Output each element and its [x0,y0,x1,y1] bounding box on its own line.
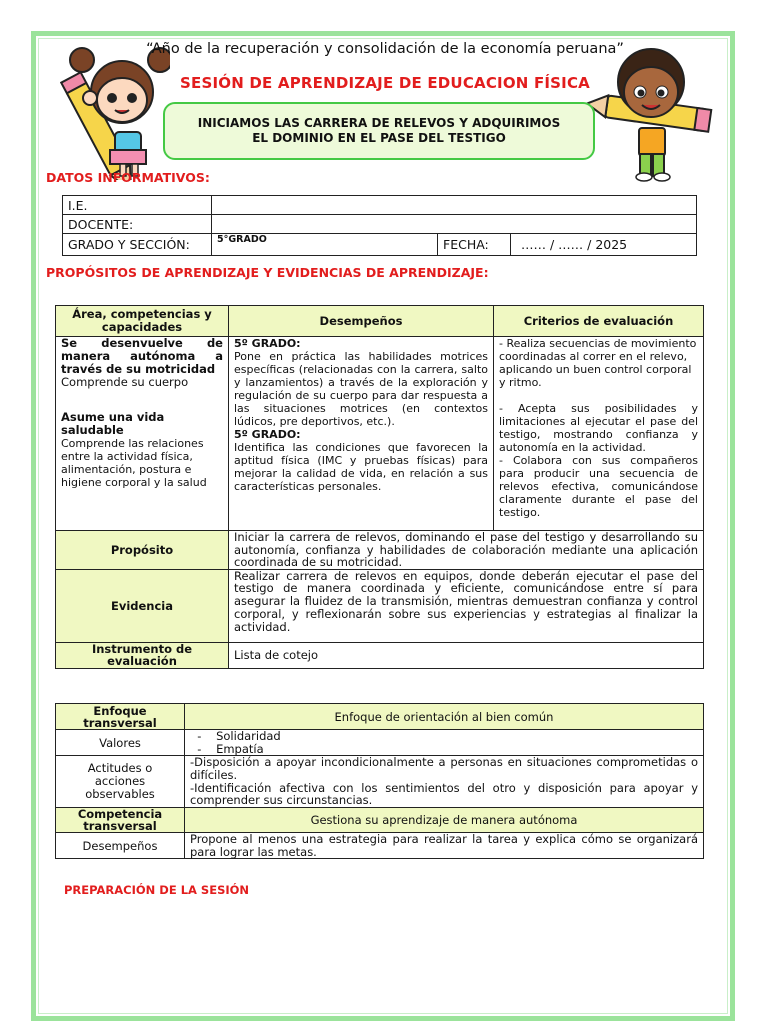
actitudes-label: Actitudes o acciones observables [56,756,185,808]
enfoque-table [55,703,704,859]
banner-line-1: INICIAMOS LAS CARRERA DE RELEVOS Y ADQUIRIMOS [197,116,561,130]
grado-value: 5°GRADO [212,234,438,256]
area-cell [56,337,229,531]
datos-heading: DATOS INFORMATIVOS: [46,170,210,185]
ie-value [212,196,697,215]
competencia-value: Gestiona su aprendizaje de manera autónoma [185,808,704,833]
proposito-text: Iniciar la carrera de relevos, dominando el pase del testigo y desarrollando su autonomía, confianza y habilidades de colaboración mediante una aplicación coordinada de su motricidad. [229,531,704,570]
competence-1-capacity: Comprende su cuerpo [61,375,189,389]
actitud-1: -Disposición a apoyar incondicionalmente a personas en situaciones comprometidas o difíciles. [190,755,698,782]
desempeno-2-grade: 5º GRADO: [234,428,301,441]
instrumento-label: Instrumento de evaluación [56,642,229,668]
desempenos-value: Propone al menos una estrategia para realizar la tarea y explica cómo se organizará para lograr las metas. [185,833,704,859]
valores-label: Valores [56,730,185,756]
valor-item: - Empatía [190,741,264,756]
competencia-label: Competencia transversal [56,808,185,833]
competence-1-title: Se desenvuelve de manera autónoma a través de su motricidad [61,336,223,376]
col-desempenos-header: Desempeños [229,306,494,337]
competence-2-title: Asume una vida saludable [61,410,165,437]
criterios-cell [494,337,704,531]
docente-label: DOCENTE: [63,215,212,234]
desempeno-2-text: Identifica las condiciones que favorecen la aptitud física (IMC y pruebas físicas) para mejorar la calidad de vida, en relación a sus características personales. [234,441,488,493]
competence-2-capacity: Comprende las relaciones entre la actividad física, alimentación, postura e higiene corporal y la salud [61,437,207,489]
valor-item: - Solidaridad [190,729,281,743]
actitudes-cell [185,756,704,808]
desempeno-1-text: Pone en práctica las habilidades motrices específicas (relacionadas con la carrera, salto y lanzamientos) a través de la exploración y regulación de su cuerpo para dar respuesta a las situaciones motrices (en contextos lúdicos, pre deportivos, etc.). [234,350,488,428]
ie-label: I.E. [63,196,212,215]
actitud-2: -Identificación afectiva con los sentimientos del otro y disposición para apoyar y comprender sus circunstancias. [190,780,698,808]
proposito-label: Propósito [56,531,229,570]
desempenos-cell [229,337,494,531]
session-title-banner [163,102,595,160]
instrumento-text: Lista de cotejo [229,642,704,668]
propositos-table [55,305,704,669]
valores-list [185,730,704,756]
col-area-header: Área, competencias y capacidades [56,306,229,337]
criterio-1: - Realiza secuencias de movimiento coordinadas al correr en el relevo, aplicando un buen control corporal y ritmo. [499,337,697,389]
valor-empatia: Empatía [216,741,264,756]
criterio-2: - Acepta sus posibilidades y limitaciones al ejecutar el pase del testigo, mostrando confianza y autonomía en la actividad. [499,402,698,454]
propositos-heading: PROPÓSITOS DE APRENDIZAJE Y EVIDENCIAS DE APRENDIZAJE: [46,265,489,280]
datos-table [62,195,697,256]
col-criterios-header: Criterios de evaluación [494,306,704,337]
criterio-3: - Colabora con sus compañeros para producir una secuencia de relevos efectiva, comunicándose claramente durante el pase del testigo. [499,454,698,519]
enfoque-label: Enfoque transversal [56,704,185,730]
fecha-label: FECHA: [438,234,511,256]
girl-with-pencil-illustration [60,40,170,180]
docente-value [212,215,697,234]
preparacion-heading: PREPARACIÓN DE LA SESIÓN [64,883,250,897]
evidencia-label: Evidencia [56,569,229,642]
year-motto: “Año de la recuperación y consolidación de la economía peruana” [146,41,624,57]
page-title: SESIÓN DE APRENDIZAJE DE EDUCACION FÍSICA [180,74,590,92]
valor-solidaridad: Solidaridad [216,729,281,743]
desempeno-1-grade: 5º GRADO: [234,337,301,350]
enfoque-value: Enfoque de orientación al bien común [185,704,704,730]
evidencia-text: Realizar carrera de relevos en equipos, donde deberán ejecutar el pase del testigo de manera coordinada y eficiente, comunicándose entre sí para asegurar la fluidez de la transmisión, mientras demuestran confianza y control corporal, y reflexionarán sobre sus experiencias y estrategias al finalizar la actividad. [229,569,704,642]
desempenos-label: Desempeños [56,833,185,859]
grado-label: GRADO Y SECCIÓN: [63,234,212,256]
banner-line-2: EL DOMINIO EN EL PASE DEL TESTIGO [252,131,506,145]
boy-with-pencil-illustration [584,40,719,182]
fecha-value: …… / …… / 2025 [511,234,697,256]
